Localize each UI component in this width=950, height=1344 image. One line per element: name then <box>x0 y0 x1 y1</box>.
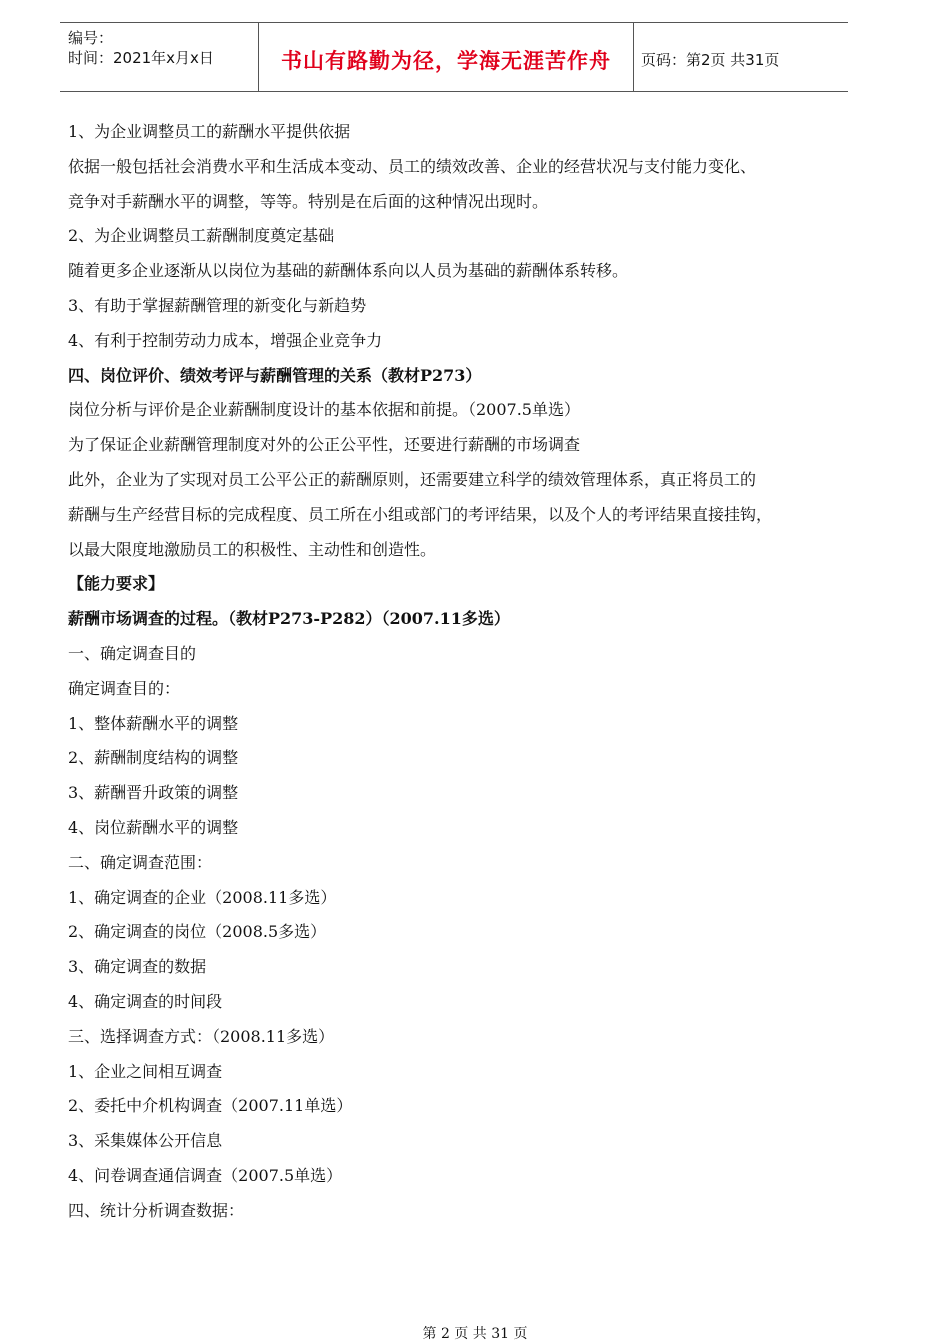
text-line: 3、确定调查的数据 <box>68 957 207 977</box>
page-footer: 第 2 页 共 31 页 <box>422 1326 528 1342</box>
header-motto-cell <box>258 23 634 91</box>
text-line: 4、确定调查的时间段 <box>68 991 223 1011</box>
header-page-number: 页码：第2页 共31页 <box>641 51 780 69</box>
text-line: 4、有利于控制劳动力成本，增强企业竞争力 <box>68 330 383 350</box>
text-line: 2、确定调查的岗位（2008.5多选） <box>68 922 327 942</box>
text-line: 三、选择调查方式：（2008.11多选） <box>68 1026 335 1046</box>
text-line: 3、薪酬晋升政策的调整 <box>68 783 239 803</box>
text-line: 1、企业之间相互调查 <box>68 1061 223 1081</box>
text-line: 1、整体薪酬水平的调整 <box>68 713 239 733</box>
header-info-cell <box>60 23 258 91</box>
section-heading: 四、岗位评价、绩效考评与薪酬管理的关系（教材P273） <box>68 365 482 385</box>
header-motto: 书山有路勤为径，学海无涯苦作舟 <box>281 49 611 73</box>
text-line: 依据一般包括社会消费水平和生活成本变动、员工的绩效改善、企业的经营状况与支付能力变化、 <box>68 156 757 176</box>
document-body <box>68 115 858 1229</box>
page-header <box>60 22 848 92</box>
header-page-cell <box>633 23 848 91</box>
text-line: 岗位分析与评价是企业薪酬制度设计的基本依据和前提。（2007.5单选） <box>68 400 580 420</box>
text-line: 4、问卷调查通信调查（2007.5单选） <box>68 1165 343 1185</box>
text-line: 薪酬与生产经营目标的完成程度、员工所在小组或部门的考评结果，以及个人的考评结果直接挂钩， <box>68 504 773 524</box>
section-heading: 薪酬市场调查的过程。（教材P273-P282）（2007.11多选） <box>68 609 510 629</box>
text-line: 2、为企业调整员工薪酬制度奠定基础 <box>68 226 335 246</box>
document-number-label: 编号： <box>68 29 114 47</box>
text-line: 四、统计分析调查数据： <box>68 1200 245 1220</box>
text-line: 为了保证企业薪酬管理制度对外的公正公平性，还要进行薪酬的市场调查 <box>68 435 581 455</box>
text-line: 1、为企业调整员工的薪酬水平提供依据 <box>68 122 351 141</box>
text-line: 以最大限度地激励员工的积极性、主动性和创造性。 <box>68 539 437 559</box>
text-line: 竞争对手薪酬水平的调整，等等。特别是在后面的这种情况出现时。 <box>68 191 549 211</box>
text-line: 此外，企业为了实现对员工公平公正的薪酬原则，还需要建立科学的绩效管理体系，真正将员工的 <box>68 469 757 489</box>
text-line: 3、采集媒体公开信息 <box>68 1131 223 1151</box>
text-line: 3、有助于掌握薪酬管理的新变化与新趋势 <box>68 295 367 315</box>
section-heading: 【能力要求】 <box>68 574 165 594</box>
text-line: 二、确定调查范围： <box>68 852 213 872</box>
text-line: 1、确定调查的企业（2008.11多选） <box>68 887 337 907</box>
text-line: 2、委托中介机构调查（2007.11单选） <box>68 1096 353 1116</box>
text-line: 2、薪酬制度结构的调整 <box>68 748 239 768</box>
text-line: 随着更多企业逐渐从以岗位为基础的薪酬体系向以人员为基础的薪酬体系转移。 <box>68 261 629 281</box>
text-line: 4、岗位薪酬水平的调整 <box>68 817 239 837</box>
text-line: 一、确定调查目的 <box>68 643 197 663</box>
document-time-label: 时间：2021年x月x日 <box>68 49 214 67</box>
text-line: 确定调查目的： <box>68 678 181 698</box>
